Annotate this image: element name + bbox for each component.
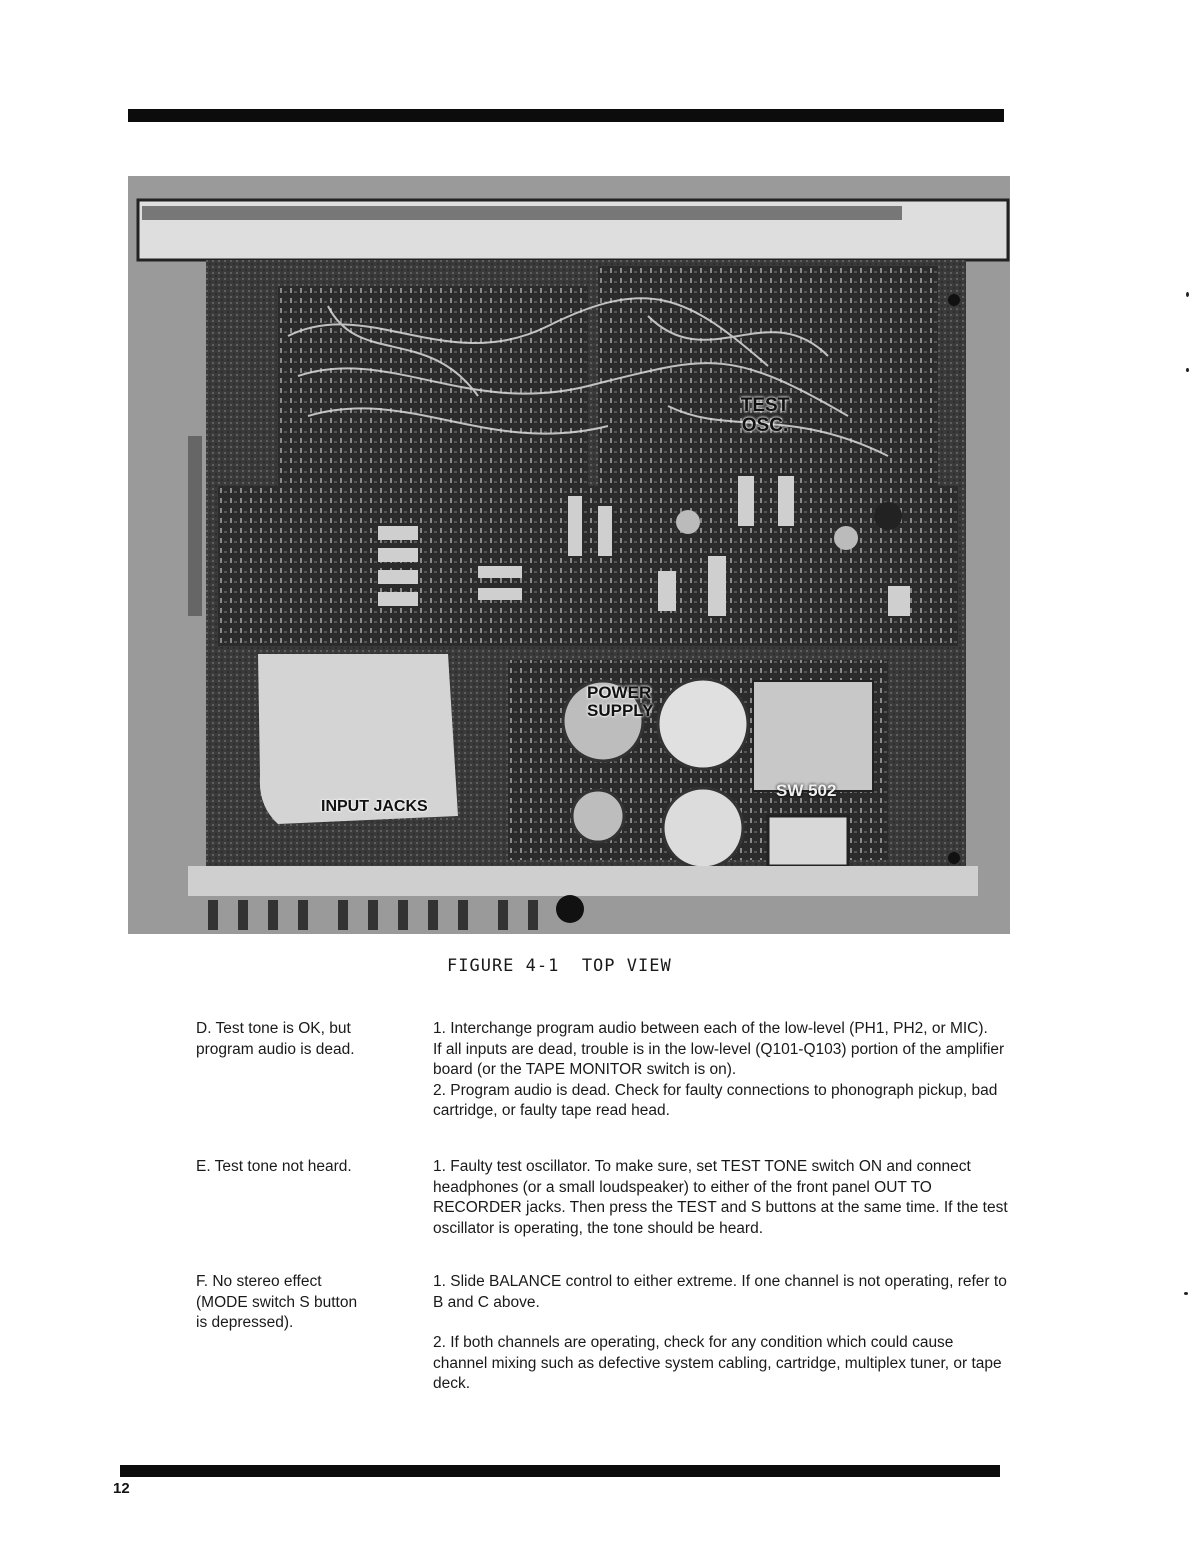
remedy-d-3: 2. Program audio is dead. Check for faulty connections to phonograph pickup, bad cartridge, or faulty tape read head.: [433, 1081, 998, 1119]
symptom-e: E. Test tone not heard.: [196, 1158, 352, 1175]
remedy-block-f: [433, 1272, 1008, 1395]
scan-speck: [1184, 1292, 1188, 1295]
remedy-e-1: 1. Faulty test oscillator. To make sure, set TEST TONE switch ON and connect headphones (or a small loudspeaker) to either of the front panel OUT TO RECORDER jacks. Then press the TEST and S buttons at the same time. If the test oscillator is operating, the tone should be heard.: [433, 1158, 1008, 1237]
figure-caption: FIGURE 4-1 TOP VIEW: [447, 956, 672, 976]
symptom-f: F. No stereo effect (MODE switch S button is depressed).: [196, 1273, 358, 1331]
chassis-illustration: [128, 176, 1010, 934]
sw-label: SW 502: [776, 781, 837, 800]
remedy-block-e: [433, 1157, 1008, 1239]
power-supply-label: POWER SUPPLY: [587, 683, 654, 720]
top-rule: [128, 109, 1004, 122]
symptom-d: D. Test tone is OK, but program audio is dead.: [196, 1020, 355, 1058]
page-number: 12: [113, 1480, 130, 1497]
remedy-f-2: 2. If both channels are operating, check for any condition which could cause channel mixing such as defective system cabling, cartridge, multiplex tuner, or tape deck.: [433, 1334, 1002, 1392]
remedy-f-1: 1. Slide BALANCE control to either extreme. If one channel is not operating, refer to B and C above.: [433, 1273, 1007, 1311]
remedy-block-d: [433, 1019, 1008, 1122]
input-jacks-label: INPUT JACKS: [321, 798, 428, 815]
test-osc-label: TEST OSC.: [740, 395, 790, 436]
scan-speck: [1186, 292, 1189, 297]
scan-speck: [1186, 368, 1189, 372]
chassis-top-view-photo: [128, 176, 1010, 934]
remedy-d-1: 1. Interchange program audio between each of the low-level (PH1, PH2, or MIC).: [433, 1020, 988, 1037]
bottom-rule: [120, 1465, 1000, 1477]
remedy-d-2: If all inputs are dead, trouble is in the low-level (Q101-Q103) portion of the amplifier board (or the TAPE MONITOR switch is on).: [433, 1040, 1005, 1078]
